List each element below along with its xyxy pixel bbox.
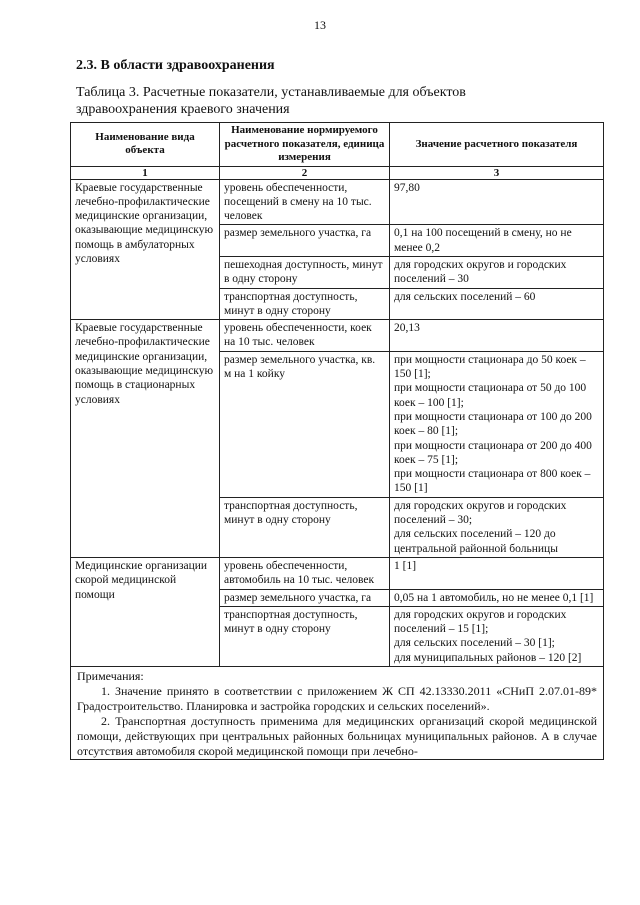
value-cell: для городских округов и городских поселений – 30; для сельских поселений – 120 до центральной районной больницы bbox=[390, 497, 604, 557]
indicator-cell: пешеходная доступность, минут в одну сторону bbox=[220, 256, 390, 288]
column-number: 2 bbox=[220, 166, 390, 179]
value-cell: для городских округов и городских поселений – 15 [1]; для сельских поселений – 30 [1]; для муниципальных районов – 120 [2] bbox=[390, 606, 604, 666]
value-cell: для сельских поселений – 60 bbox=[390, 288, 604, 320]
indicator-cell: уровень обеспеченности, автомобиль на 10 тыс. человек bbox=[220, 557, 390, 589]
column-number: 3 bbox=[390, 166, 604, 179]
value-cell: для городских округов и городских поселений – 30 bbox=[390, 256, 604, 288]
value-cell: 1 [1] bbox=[390, 557, 604, 589]
value-cell: 0,1 на 100 посещений в смену, но не менее 0,2 bbox=[390, 225, 604, 257]
table-caption: Таблица 3. Расчетные показатели, устанавливаемые для объектов здравоохранения краевого значения bbox=[76, 85, 466, 117]
table-row bbox=[71, 320, 604, 352]
indicator-cell: уровень обеспеченности, посещений в смену на 10 тыс. человек bbox=[220, 179, 390, 225]
notes-cell bbox=[71, 667, 604, 760]
note-item: 2. Транспортная доступность применима для медицинских организаций скорой медицинской помощи, действующих при центральных районных больницах муниципальных районов. А в случае отсутствия автомобиля скорой медицинской помощи при лечебно- bbox=[77, 714, 597, 758]
indicator-cell: транспортная доступность, минут в одну сторону bbox=[220, 288, 390, 320]
table-row bbox=[71, 557, 604, 589]
section-heading: 2.3. В области здравоохранения bbox=[76, 58, 275, 73]
indicators-table bbox=[70, 122, 604, 760]
table-header-row bbox=[71, 123, 604, 167]
object-type-cell: Медицинские организации скорой медицинской помощи bbox=[71, 557, 220, 666]
header-indicator: Наименование нормируемого расчетного показателя, единица измерения bbox=[220, 123, 390, 167]
notes-row bbox=[71, 667, 604, 760]
indicator-cell: транспортная доступность, минут в одну сторону bbox=[220, 497, 390, 557]
value-cell: при мощности стационара до 50 коек – 150 [1]; при мощности стационара от 50 до 100 коек – 100 [1]; при мощности стационара от 100 до 200 коек – 80 [1]; при мощности стационара от 200 до 400 коек – 75 [1]; при мощности стационара от 800 коек – 150 [1] bbox=[390, 351, 604, 497]
notes-title: Примечания: bbox=[77, 669, 144, 683]
value-cell: 20,13 bbox=[390, 320, 604, 352]
header-value: Значение расчетного показателя bbox=[390, 123, 604, 167]
value-cell: 97,80 bbox=[390, 179, 604, 225]
header-object-type: Наименование вида объекта bbox=[71, 123, 220, 167]
column-number-row bbox=[71, 166, 604, 179]
page-number: 13 bbox=[314, 18, 326, 32]
indicator-cell: размер земельного участка, га bbox=[220, 589, 390, 606]
object-type-cell: Краевые государственные лечебно-профилактические медицинские организации, оказывающие медицинскую помощь в амбулаторных условиях bbox=[71, 179, 220, 320]
value-cell: 0,05 на 1 автомобиль, но не менее 0,1 [1] bbox=[390, 589, 604, 606]
indicator-cell: уровень обеспеченности, коек на 10 тыс. человек bbox=[220, 320, 390, 352]
note-item: 1. Значение принято в соответствии с приложением Ж СП 42.13330.2011 «СНиП 2.07.01-89* Градостроительство. Планировка и застройка городских и сельских поселений». bbox=[77, 684, 597, 713]
table-row bbox=[71, 179, 604, 225]
indicator-cell: размер земельного участка, га bbox=[220, 225, 390, 257]
object-type-cell: Краевые государственные лечебно-профилактические медицинские организации, оказывающие медицинскую помощь в стационарных условиях bbox=[71, 320, 220, 558]
indicator-cell: транспортная доступность, минут в одну сторону bbox=[220, 606, 390, 666]
indicator-cell: размер земельного участка, кв. м на 1 койку bbox=[220, 351, 390, 497]
column-number: 1 bbox=[71, 166, 220, 179]
